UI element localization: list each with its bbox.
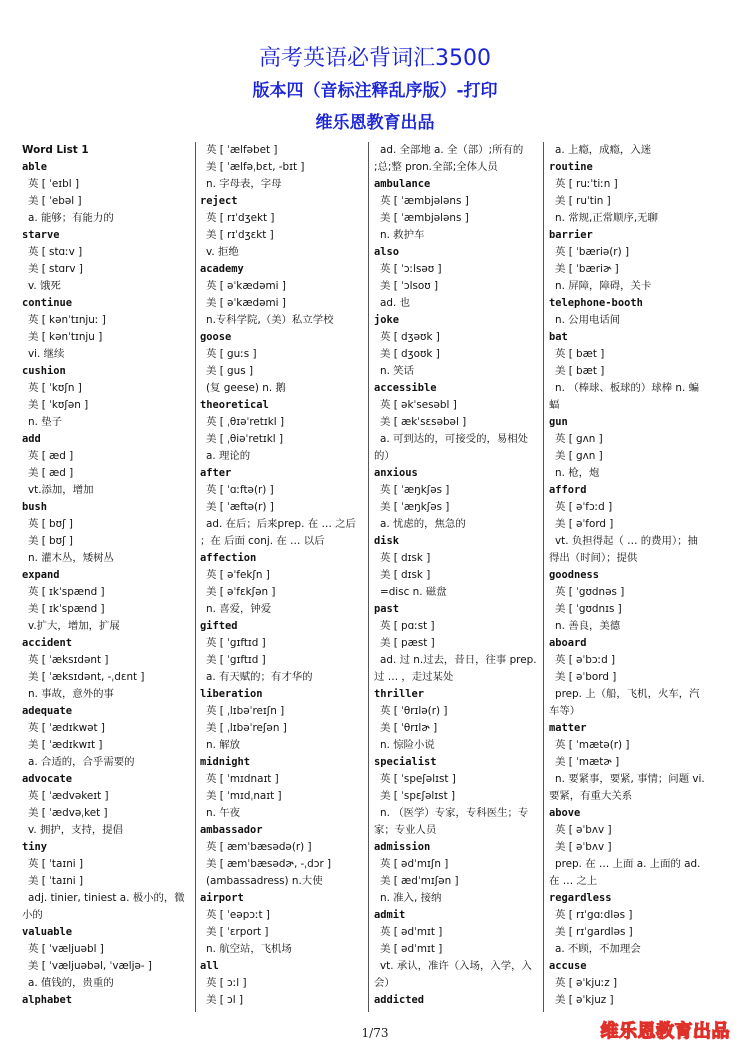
vocab-word: able bbox=[22, 161, 48, 173]
pronunciation: 英 [ bʊʃ ] bbox=[28, 518, 73, 530]
definition: n. 屏障，障碍，关卡 bbox=[555, 280, 652, 292]
definition: vt. 承认，准许（入场，入学，入 bbox=[380, 960, 532, 972]
column-1 bbox=[22, 142, 190, 1012]
vocab-word: goose bbox=[200, 331, 232, 343]
vocab-word: tiny bbox=[22, 841, 48, 853]
pronunciation: 美 [ æd ] bbox=[28, 467, 74, 479]
definition: n. 事故，意外的事 bbox=[28, 688, 114, 700]
word-list-title: Word List 1 bbox=[22, 144, 89, 156]
pronunciation: 美 [ ˈθrɪlɚ ] bbox=[380, 722, 438, 734]
vocab-word: matter bbox=[549, 722, 587, 734]
vocab-word: above bbox=[549, 807, 581, 819]
pronunciation: 英 [ əˈfekʃn ] bbox=[206, 569, 270, 581]
pronunciation: 美 [ rɪˈgardləs ] bbox=[555, 926, 633, 938]
definition: a. 有天赋的；有才华的 bbox=[206, 671, 313, 683]
vocab-word: starve bbox=[22, 229, 60, 241]
pronunciation: 英 [ ˈbæriə(r) ] bbox=[555, 246, 629, 258]
pronunciation: 美 [ gus ] bbox=[206, 365, 254, 377]
pronunciation: 美 [ ruˈtin ] bbox=[555, 195, 611, 207]
definition: a. 可到达的，可接受的，易相处 bbox=[380, 433, 529, 445]
definition: n.专科学院,（美）私立学校 bbox=[206, 314, 334, 326]
vocab-word: barrier bbox=[549, 229, 593, 241]
pronunciation: 英 [ rɪˈgɑːdləs ] bbox=[555, 909, 633, 921]
vocab-word: admit bbox=[374, 909, 406, 921]
pronunciation: 英 [ æmˈbæsədə(r) ] bbox=[206, 841, 312, 853]
definition-continued: 家；专业人员 bbox=[374, 824, 437, 836]
pronunciation: 美 [ ˈgɪftɪd ] bbox=[206, 654, 266, 666]
definition: n. 惊险小说 bbox=[380, 739, 435, 751]
pronunciation: 美 [ əˈford ] bbox=[555, 518, 614, 530]
vocab-word: bat bbox=[549, 331, 568, 343]
definition: n. 午夜 bbox=[206, 807, 240, 819]
vocab-word: accessible bbox=[374, 382, 437, 394]
pronunciation: 美 [ əˈkjuz ] bbox=[555, 994, 614, 1006]
vocab-word: valuable bbox=[22, 926, 73, 938]
pronunciation: 英 [ ˈædɪkwət ] bbox=[28, 722, 105, 734]
vocab-word: goodness bbox=[549, 569, 600, 581]
definition: n. 常规,正常顺序,无聊 bbox=[555, 212, 658, 224]
vocab-word: accident bbox=[22, 637, 73, 649]
pronunciation: 英 [ gʌn ] bbox=[555, 433, 603, 445]
pronunciation: 美 [ ˌθiəˈretɪkl ] bbox=[206, 433, 284, 445]
pronunciation: 英 [ əˈfɔːd ] bbox=[555, 501, 613, 513]
pronunciation: 美 [ ˌlɪbəˈreʃən ] bbox=[206, 722, 287, 734]
vocab-word: after bbox=[200, 467, 232, 479]
vocab-word: alphabet bbox=[22, 994, 73, 1006]
pronunciation: 美 [ ˈtaɪni ] bbox=[28, 875, 84, 887]
vocab-word: airport bbox=[200, 892, 244, 904]
pronunciation: 英 [ ˈæmbjələns ] bbox=[380, 195, 469, 207]
definition: v. 拒绝 bbox=[206, 246, 239, 258]
pronunciation: 英 [ ruːˈtiːn ] bbox=[555, 178, 618, 190]
column-divider bbox=[368, 142, 369, 1012]
pronunciation: 美 [ æmˈbæsədɚ, -ˌdɔr ] bbox=[206, 858, 332, 870]
definition: n. 解放 bbox=[206, 739, 240, 751]
vocab-word: academy bbox=[200, 263, 244, 275]
vocab-word: gifted bbox=[200, 620, 238, 632]
pronunciation: 英 [ ˈvæljuəbl ] bbox=[28, 943, 104, 955]
vocab-word: bush bbox=[22, 501, 48, 513]
pronunciation: 英 [ pɑːst ] bbox=[380, 620, 435, 632]
pronunciation: 美 [ ˈebəl ] bbox=[28, 195, 82, 207]
definition-continued: ;总;整 pron.全部;全体人员 bbox=[374, 161, 498, 173]
definition: n. （棒球、板球的）球棒 n. 蝙 bbox=[555, 382, 699, 394]
vocab-word: all bbox=[200, 960, 219, 972]
column-3 bbox=[374, 142, 538, 1012]
definition: ad. 在后；后来prep. 在 … 之后 bbox=[206, 518, 356, 530]
pronunciation: 英 [ ˈθrɪlə(r) ] bbox=[380, 705, 448, 717]
definition-continued: 在 … 之上 bbox=[549, 875, 598, 887]
pronunciation: 美 [ pæst ] bbox=[380, 637, 435, 649]
pronunciation: 英 [ ˈeɪbl ] bbox=[28, 178, 79, 190]
pronunciation: 美 [ ˈmætɚ ] bbox=[555, 756, 620, 768]
pronunciation: 英 [ ədˈmɪʃn ] bbox=[380, 858, 449, 870]
vocab-word: add bbox=[22, 433, 41, 445]
definition: a. 合适的，合乎需要的 bbox=[28, 756, 135, 768]
vocab-word: adequate bbox=[22, 705, 73, 717]
definition: a. 忧虑的，焦急的 bbox=[380, 518, 466, 530]
pronunciation: 英 [ ˈkʊʃn ] bbox=[28, 382, 82, 394]
vocab-word: liberation bbox=[200, 688, 263, 700]
vocab-word: thriller bbox=[374, 688, 425, 700]
vocab-word: specialist bbox=[374, 756, 437, 768]
definition: n. 救护车 bbox=[380, 229, 425, 241]
pronunciation: 英 [ ˌθɪəˈretɪkl ] bbox=[206, 416, 285, 428]
definition: n. 准入, 接纳 bbox=[380, 892, 442, 904]
vocab-word: ambulance bbox=[374, 178, 431, 190]
definition: prep. 上（船，飞机，火车，汽 bbox=[555, 688, 700, 700]
pronunciation: 英 [ ˈtaɪni ] bbox=[28, 858, 84, 870]
vocab-word: aboard bbox=[549, 637, 587, 649]
pronunciation: 美 [ dɪsk ] bbox=[380, 569, 431, 581]
definition-continued: 的） bbox=[374, 450, 395, 462]
pronunciation: 英 [ ˈæksɪdənt ] bbox=[28, 654, 109, 666]
definition: (复 geese) n. 鹅 bbox=[206, 382, 286, 394]
vocab-word: past bbox=[374, 603, 400, 615]
pronunciation: 美 [ ədˈmɪt ] bbox=[380, 943, 443, 955]
pronunciation: 美 [ ˈæftə(r) ] bbox=[206, 501, 274, 513]
pronunciation: 英 [ ˈgʊdnəs ] bbox=[555, 586, 625, 598]
pronunciation: 英 [ bæt ] bbox=[555, 348, 605, 360]
definition-continued: 车等） bbox=[549, 705, 581, 717]
definition: n. 善良，美德 bbox=[555, 620, 621, 632]
pronunciation: 英 [ dʒəʊk ] bbox=[380, 331, 440, 343]
pronunciation: 美 [ ˈædɪkwɪt ] bbox=[28, 739, 103, 751]
vocab-word: midnight bbox=[200, 756, 251, 768]
pronunciation: 美 [ ˈkʊʃən ] bbox=[28, 399, 89, 411]
pronunciation: 美 [ ɔl ] bbox=[206, 994, 244, 1006]
pronunciation: 美 [ stɑrv ] bbox=[28, 263, 83, 275]
definition: ad. 过 n.过去，昔日，往事 prep. bbox=[380, 654, 537, 666]
pronunciation: 英 [ ɔːl ] bbox=[206, 977, 247, 989]
pronunciation: 英 [ ədˈmɪt ] bbox=[380, 926, 443, 938]
definition: n. 公用电话间 bbox=[555, 314, 621, 326]
pronunciation: 英 [ rɪˈdʒekt ] bbox=[206, 212, 275, 224]
vocab-word: affection bbox=[200, 552, 257, 564]
definition: n. 垫子 bbox=[28, 416, 62, 428]
vocab-word: theoretical bbox=[200, 399, 269, 411]
document-subtitle: 版本四（音标注释乱序版）-打印 bbox=[252, 81, 498, 101]
definition: ad. 也 bbox=[380, 297, 410, 309]
vocab-word: reject bbox=[200, 195, 238, 207]
vocab-word: ambassador bbox=[200, 824, 263, 836]
pronunciation: 英 [ əˈkædəmi ] bbox=[206, 280, 286, 292]
pronunciation: 美 [ bʊʃ ] bbox=[28, 535, 73, 547]
definition: n. （医学）专家，专科医生；专 bbox=[380, 807, 529, 819]
column-divider bbox=[195, 142, 196, 1012]
pronunciation: 英 [ æd ] bbox=[28, 450, 74, 462]
pronunciation: 英 [ ˌlɪbəˈreɪʃn ] bbox=[206, 705, 285, 717]
definition: n. 灌木丛，矮树丛 bbox=[28, 552, 114, 564]
definition: vi. 继续 bbox=[28, 348, 65, 360]
definition: n. 航空站，飞机场 bbox=[206, 943, 292, 955]
pronunciation: 美 [ ædˈmɪʃən ] bbox=[380, 875, 459, 887]
vocab-word: afford bbox=[549, 484, 587, 496]
pronunciation: 美 [ ˈæksɪdənt, -ˌdɛnt ] bbox=[28, 671, 145, 683]
definition: adj. tinier, tiniest a. 极小的，微 bbox=[28, 892, 185, 904]
pronunciation: 英 [ ˈæŋkʃəs ] bbox=[380, 484, 450, 496]
vocab-word: addicted bbox=[374, 994, 425, 1006]
definition-continued: 得出（时间）；提供 bbox=[549, 552, 638, 564]
definition: n. 喜爱，钟爱 bbox=[206, 603, 272, 615]
pronunciation: 英 [ ˈspeʃəlɪst ] bbox=[380, 773, 456, 785]
pronunciation: 美 [ ˈæŋkʃəs ] bbox=[380, 501, 450, 513]
pronunciation: 英 [ ˈmɪdnaɪt ] bbox=[206, 773, 279, 785]
vocab-word: joke bbox=[374, 314, 400, 326]
pronunciation: 英 [ ˈɑːftə(r) ] bbox=[206, 484, 274, 496]
pronunciation: 英 [ stɑːv ] bbox=[28, 246, 83, 258]
definition: a. 值钱的，贵重的 bbox=[28, 977, 114, 989]
pronunciation: 英 [ kənˈtɪnjuː ] bbox=[28, 314, 106, 326]
definition: v. 拥护，支持，提倡 bbox=[28, 824, 124, 836]
definition-continued: 蝠 bbox=[549, 399, 560, 411]
pronunciation: 美 [ əˈkædəmi ] bbox=[206, 297, 286, 309]
pronunciation: 英 [ ɪkˈspænd ] bbox=[28, 586, 105, 598]
definition: n. 笑话 bbox=[380, 365, 414, 377]
page-number: 1/73 bbox=[361, 1026, 389, 1040]
definition: a. 不顾，不加理会 bbox=[555, 943, 641, 955]
pronunciation: 美 [ ˈælfəˌbɛt, -bɪt ] bbox=[206, 161, 305, 173]
pronunciation: 美 [ ɪkˈspænd ] bbox=[28, 603, 105, 615]
pronunciation: 美 [ ˈɔlsoʊ ] bbox=[380, 280, 439, 292]
pronunciation: 美 [ ˈæmbjələns ] bbox=[380, 212, 469, 224]
pronunciation: 美 [ ˈædvəˌket ] bbox=[28, 807, 108, 819]
vocab-word: regardless bbox=[549, 892, 612, 904]
vocabulary-columns bbox=[22, 142, 732, 1012]
definition-continued: 要紧，有重大关系 bbox=[549, 790, 633, 802]
definition: a. 能够；有能力的 bbox=[28, 212, 114, 224]
vocab-word: anxious bbox=[374, 467, 418, 479]
page-header bbox=[0, 44, 750, 137]
definition: ad. 全部地 a. 全（部）;所有的 bbox=[380, 144, 524, 156]
definition: vt.添加，增加 bbox=[28, 484, 94, 496]
definition-continued: 过 … ，走过某处 bbox=[374, 671, 454, 683]
pronunciation: 英 [ əˈbʌv ] bbox=[555, 824, 612, 836]
definition: (ambassadress) n.大使 bbox=[206, 875, 323, 887]
definition: v. 饿死 bbox=[28, 280, 61, 292]
pronunciation: 美 [ gʌn ] bbox=[555, 450, 603, 462]
pronunciation: 美 [ əˈfɛkʃən ] bbox=[206, 586, 276, 598]
vocab-word: routine bbox=[549, 161, 593, 173]
pronunciation: 美 [ ˈgʊdnɪs ] bbox=[555, 603, 622, 615]
vocab-word: disk bbox=[374, 535, 400, 547]
vocab-word: accuse bbox=[549, 960, 587, 972]
vocab-word: also bbox=[374, 246, 400, 258]
pronunciation: 美 [ ˈbæriɚ ] bbox=[555, 263, 619, 275]
definition-continued: ；在 后面 conj. 在 … 以后 bbox=[200, 535, 325, 547]
vocab-word: cushion bbox=[22, 365, 66, 377]
pronunciation: 美 [ bæt ] bbox=[555, 365, 605, 377]
vocab-word: expand bbox=[22, 569, 60, 581]
pronunciation: 美 [ əˈbʌv ] bbox=[555, 841, 612, 853]
pronunciation: 美 [ kənˈtɪnju ] bbox=[28, 331, 103, 343]
publisher-line: 维乐恩教育出品 bbox=[315, 113, 435, 133]
definition-continued: 会） bbox=[374, 977, 395, 989]
definition: n. 字母表，字母 bbox=[206, 178, 282, 190]
pronunciation: 美 [ ækˈsɛsəbəl ] bbox=[380, 416, 467, 428]
document-title: 高考英语必背词汇3500 bbox=[259, 46, 491, 71]
definition: n. 要紧事，要紧, 事情；问题 vi. bbox=[555, 773, 705, 785]
pronunciation: 美 [ ˈmɪdˌnaɪt ] bbox=[206, 790, 282, 802]
pronunciation: 美 [ rɪˈdʒɛkt ] bbox=[206, 229, 274, 241]
vocab-word: gun bbox=[549, 416, 568, 428]
definition: n. 枪，炮 bbox=[555, 467, 600, 479]
definition: prep. 在 … 上面 a. 上面的 ad. bbox=[555, 858, 701, 870]
vocab-word: admission bbox=[374, 841, 431, 853]
definition: a. 理论的 bbox=[206, 450, 251, 462]
pronunciation: 美 [ ˈspɛʃəlɪst ] bbox=[380, 790, 456, 802]
pronunciation: 英 [ ˈælfəbet ] bbox=[206, 144, 278, 156]
pronunciation: 英 [ əˈkjuːz ] bbox=[555, 977, 618, 989]
pronunciation: 英 [ əˈbɔːd ] bbox=[555, 654, 616, 666]
column-divider bbox=[543, 142, 544, 1012]
pronunciation: 英 [ ˈɔːlsəʊ ] bbox=[380, 263, 442, 275]
pronunciation: 英 [ ˈædvəkeɪt ] bbox=[28, 790, 109, 802]
definition: vt. 负担得起（ … 的费用）；抽 bbox=[555, 535, 698, 547]
definition: =disc n. 磁盘 bbox=[380, 586, 447, 598]
pronunciation: 英 [ guːs ] bbox=[206, 348, 257, 360]
definition: a. 上瘾，成瘾，入迷 bbox=[555, 144, 652, 156]
vocab-word: advocate bbox=[22, 773, 73, 785]
pronunciation: 美 [ ˈɛrport ] bbox=[206, 926, 269, 938]
pronunciation: 美 [ əˈbord ] bbox=[555, 671, 617, 683]
pronunciation: 英 [ ˈmætə(r) ] bbox=[555, 739, 630, 751]
pronunciation: 美 [ ˈvæljuəbəl, ˈvæljə- ] bbox=[28, 960, 152, 972]
pronunciation: 英 [ ˈgɪftɪd ] bbox=[206, 637, 266, 649]
definition: v.扩大，增加，扩展 bbox=[28, 620, 120, 632]
vocab-word: telephone-booth bbox=[549, 297, 643, 309]
definition-continued: 小的 bbox=[22, 909, 43, 921]
pronunciation: 美 [ dʒoʊk ] bbox=[380, 348, 440, 360]
column-2 bbox=[200, 142, 362, 1012]
pronunciation: 英 [ əkˈsesəbl ] bbox=[380, 399, 457, 411]
pronunciation: 英 [ ˈeəpɔːt ] bbox=[206, 909, 270, 921]
pronunciation: 英 [ dɪsk ] bbox=[380, 552, 431, 564]
vocab-word: continue bbox=[22, 297, 73, 309]
publisher-watermark: 维乐恩教育出品 bbox=[600, 1021, 730, 1042]
column-4 bbox=[549, 142, 715, 1012]
